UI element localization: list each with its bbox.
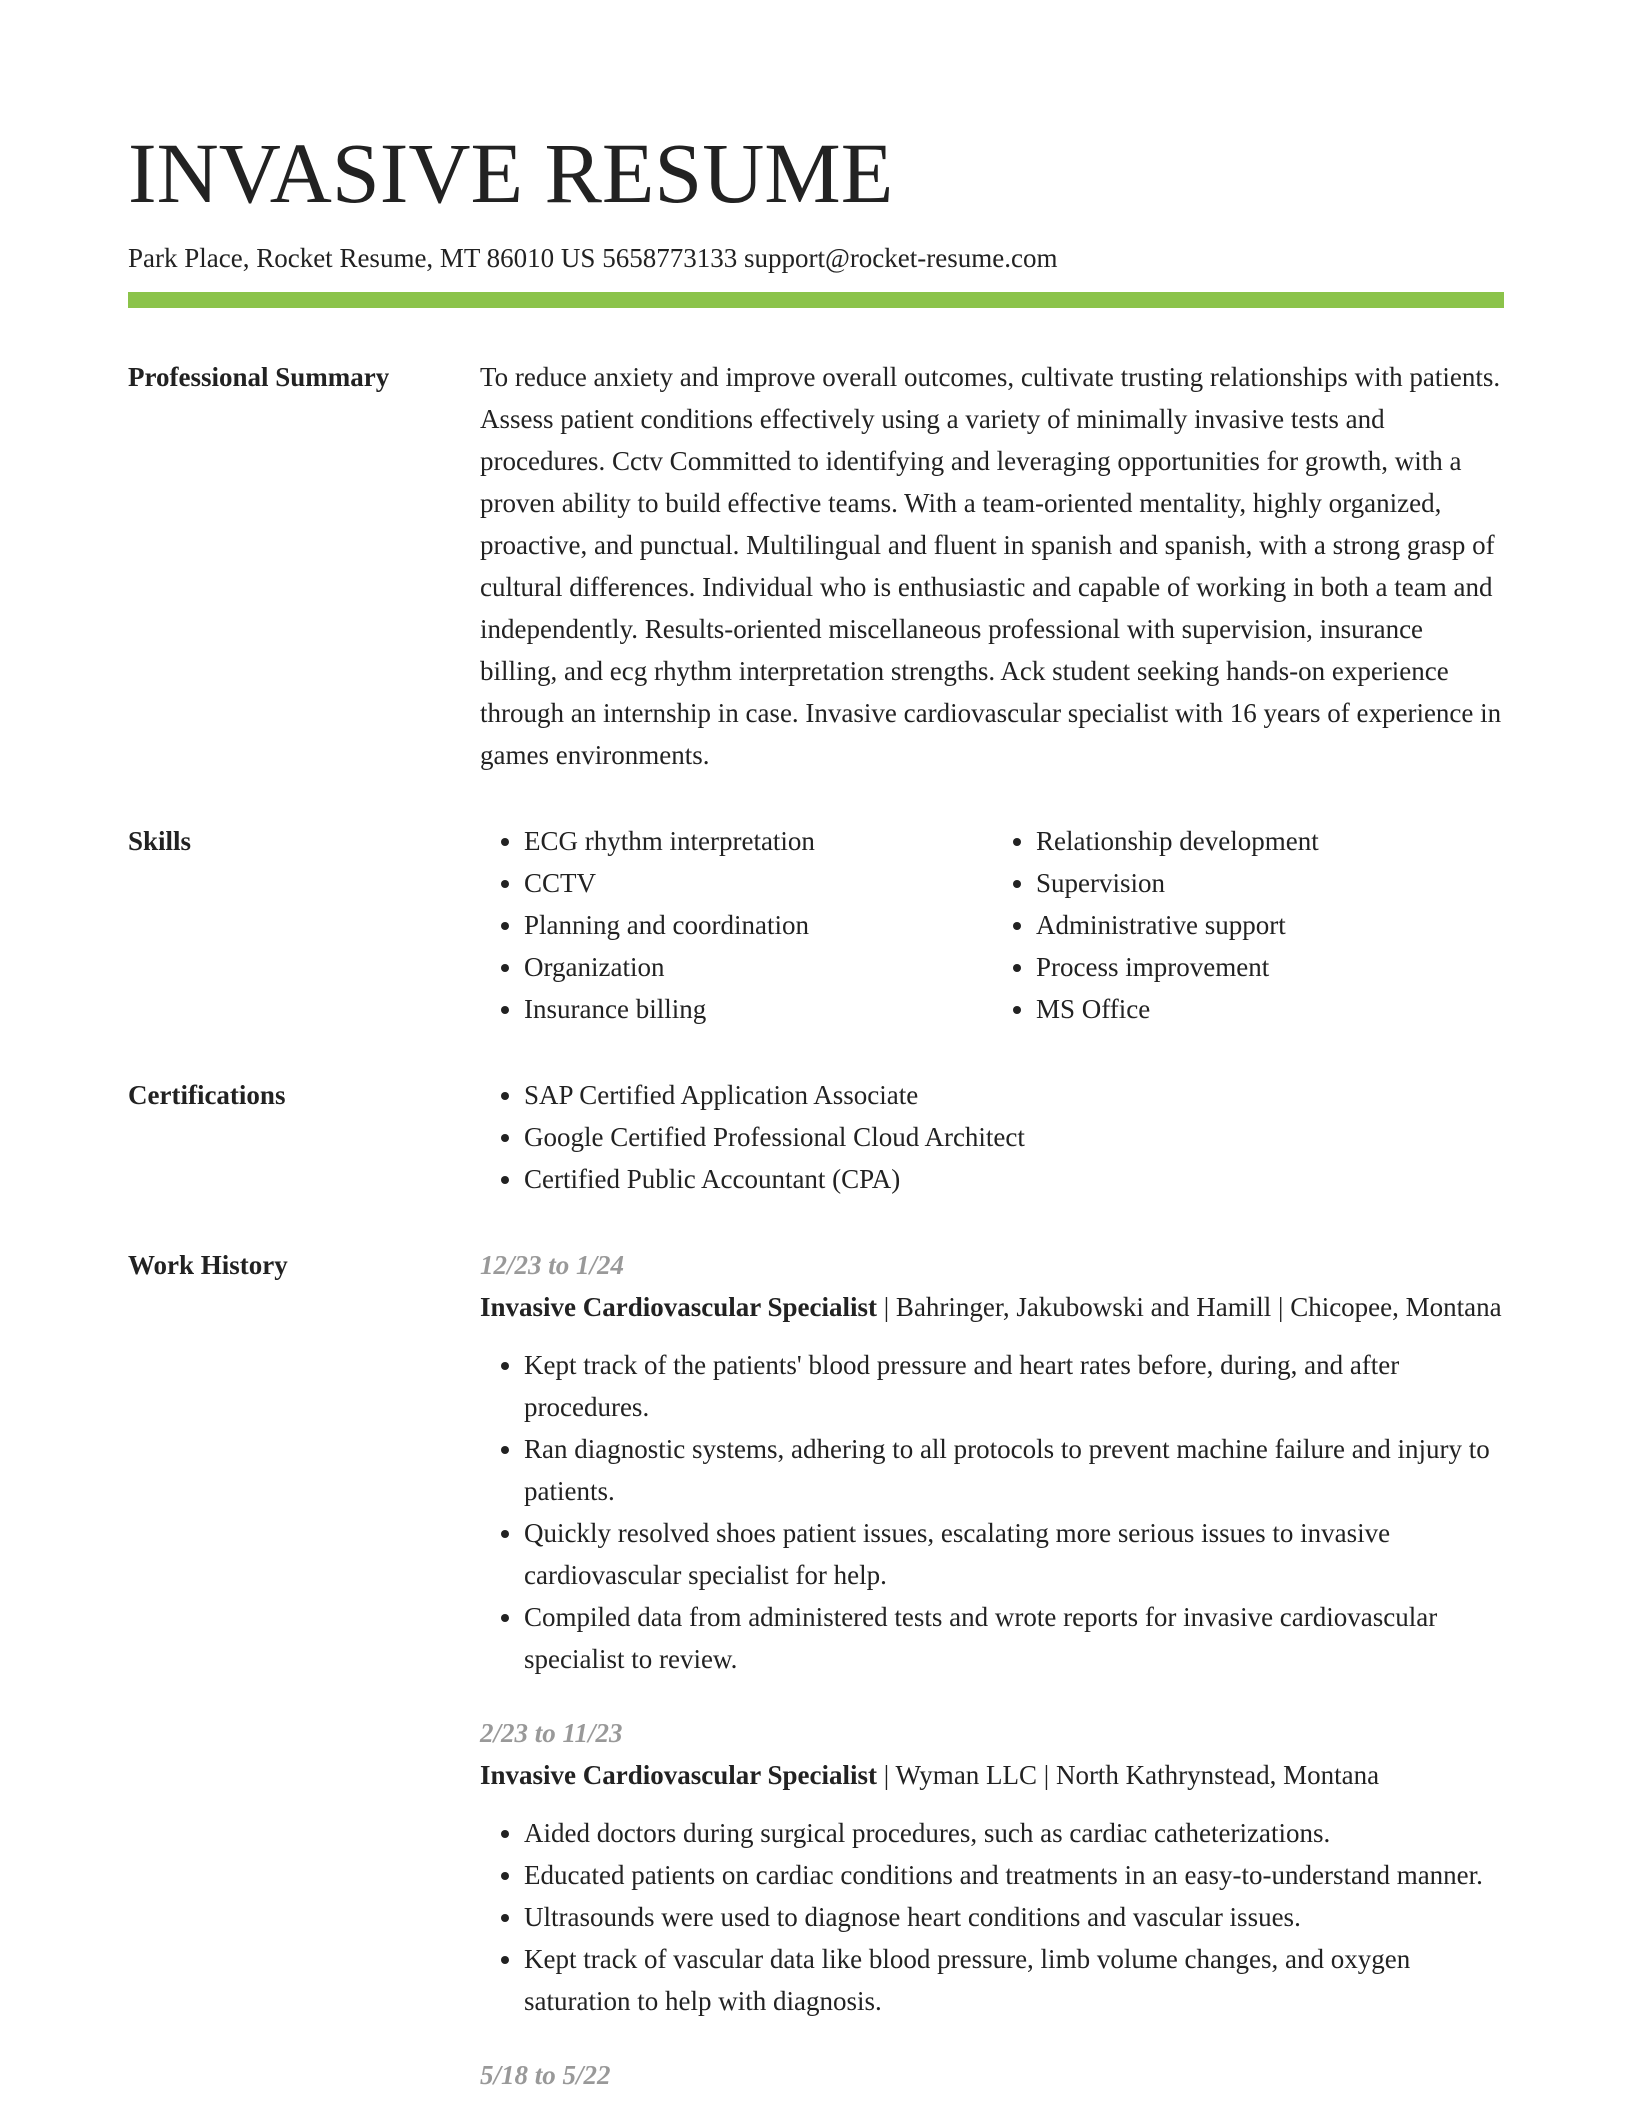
summary-text: To reduce anxiety and improve overall outcomes, cultivate trusting relationships with patients. Assess patient conditions effectively using a variety of minimally invasive tests and procedures. Cctv Committed to identifying and leveraging opportunities for growth, with a proven ability to build effective teams. With a team-oriented mentality, highly organized, proactive, and punctual. Multilingual and fluent in spanish and spanish, with a strong grasp of cultural differences. Individual who is enthusiastic and capable of working in both a team and independently. Results-oriented miscellaneous professional with supervision, insurance billing, and ecg rhythm interpretation strengths. Ack student seeking hands-on experience through an internship in case. Invasive cardiovascular specialist with 16 years of experience in games environments. [480, 362, 1502, 770]
job-employer-location: | Wyman LLC | North Kathrynstead, Montana [877, 1760, 1380, 1790]
skill-item: • Supervision [1036, 862, 1504, 904]
job-bullets [480, 1812, 1504, 2022]
job-bullet: • Ultrasounds were used to diagnose heart conditions and vascular issues. [524, 1896, 1504, 1938]
section-label-summary: Professional Summary [128, 362, 390, 392]
section-label-skills: Skills [128, 826, 192, 856]
job-entry [480, 1712, 1504, 2022]
skills-list-right [992, 820, 1504, 1030]
job-bullet: • Kept track of the patients' blood pressure and heart rates before, during, and after procedures. [524, 1344, 1504, 1428]
skill-item: • MS Office [1036, 988, 1504, 1030]
certifications-list [480, 1074, 1504, 1200]
job-employer-location: | Bahringer, Jakubowski and Hamill | Chicopee, Montana [877, 1292, 1502, 1322]
job-dates: 5/18 to 5/22 [480, 2060, 611, 2090]
skill-item: • Planning and coordination [524, 904, 992, 946]
job-bullet: • Quickly resolved shoes patient issues, escalating more serious issues to invasive cardiovascular specialist for help. [524, 1512, 1504, 1596]
work-history-section [128, 1244, 1504, 2128]
skill-item: • Administrative support [1036, 904, 1504, 946]
skills-section [128, 820, 1504, 1030]
job-title: Invasive Cardiovascular Specialist [480, 1292, 878, 1322]
skill-item: • Insurance billing [524, 988, 992, 1030]
contact-line: Park Place, Rocket Resume, MT 86010 US 5658773133 support@rocket-resume.com [128, 243, 1058, 273]
section-label-work-history: Work History [128, 1250, 288, 1280]
job-bullet: • Compiled data from administered tests and wrote reports for invasive cardiovascular specialist to review. [524, 1596, 1504, 1680]
job-header [480, 1754, 1504, 1796]
job-entry [480, 2054, 1504, 2096]
job-title: Invasive Cardiovascular Specialist [480, 1760, 878, 1790]
header-divider [128, 292, 1504, 308]
job-bullets [480, 1344, 1504, 1680]
skill-item: • Organization [524, 946, 992, 988]
skill-item: • Process improvement [1036, 946, 1504, 988]
resume-name: INVASIVE RESUME [128, 125, 894, 221]
job-dates: 2/23 to 11/23 [480, 1718, 623, 1748]
summary-section [128, 356, 1504, 776]
job-bullet: • Kept track of vascular data like blood pressure, limb volume changes, and oxygen saturation to help with diagnosis. [524, 1938, 1504, 2022]
skills-list-left [480, 820, 992, 1030]
certification-item: • Google Certified Professional Cloud Architect [524, 1116, 1504, 1158]
section-label-certifications: Certifications [128, 1080, 286, 1110]
skill-item: • CCTV [524, 862, 992, 904]
job-entry [480, 1244, 1504, 1680]
job-bullet: • Ran diagnostic systems, adhering to all protocols to prevent machine failure and injury to patients. [524, 1428, 1504, 1512]
resume-page [128, 118, 1504, 2128]
job-bullet: • Educated patients on cardiac conditions and treatments in an easy-to-understand manner. [524, 1854, 1504, 1896]
job-bullet: • Aided doctors during surgical procedures, such as cardiac catheterizations. [524, 1812, 1504, 1854]
certification-item: • Certified Public Accountant (CPA) [524, 1158, 1504, 1200]
job-dates: 12/23 to 1/24 [480, 1250, 625, 1280]
certifications-section [128, 1074, 1504, 1200]
job-header [480, 1286, 1504, 1328]
skill-item: • Relationship development [1036, 820, 1504, 862]
certification-item: • SAP Certified Application Associate [524, 1074, 1504, 1116]
skill-item: • ECG rhythm interpretation [524, 820, 992, 862]
